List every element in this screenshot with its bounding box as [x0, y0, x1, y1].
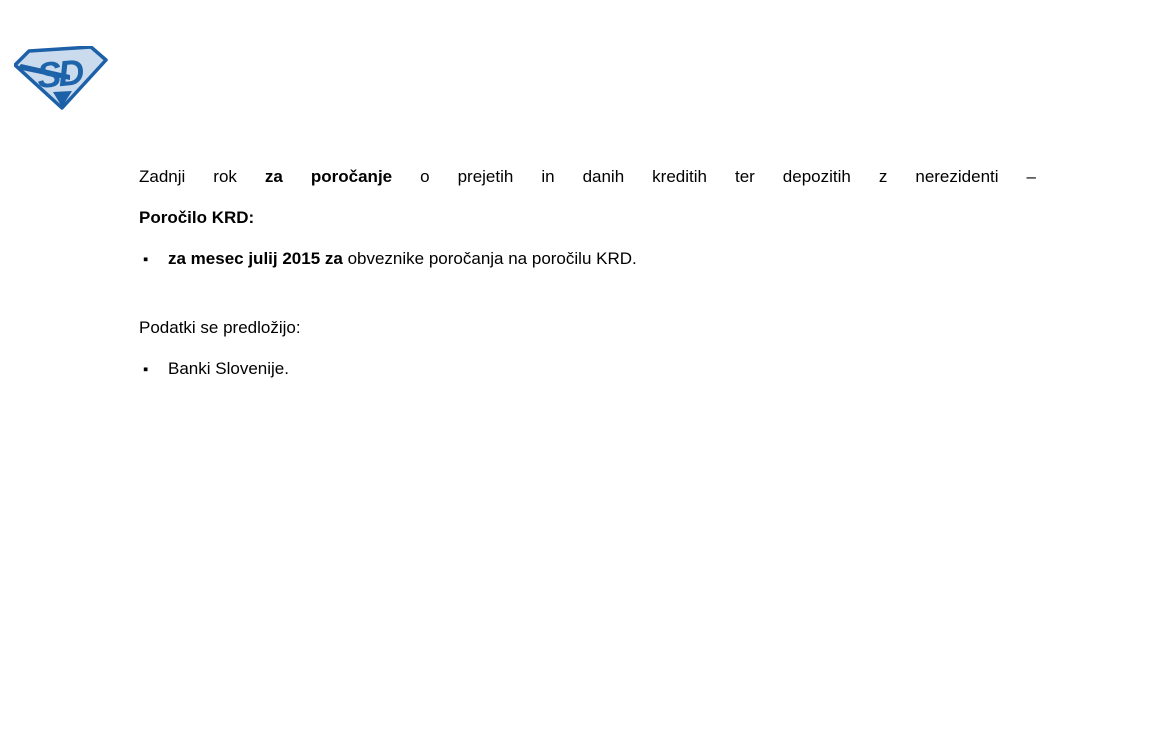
paragraph-podatki: Podatki se predložijo: — [139, 318, 301, 337]
bullet-bank-label: Banki Slovenije. — [168, 359, 289, 378]
bullet-item-bank — [139, 348, 1036, 390]
heading-line-1 — [139, 156, 1036, 197]
content-block — [139, 156, 1036, 390]
heading-bold-porocanje: za poročanje — [264, 167, 393, 186]
bullet-item-deadline — [139, 238, 1036, 280]
bullet-square-icon: ▪ — [143, 361, 149, 378]
bullet-deadline-bold: za mesec julij 2015 za — [168, 249, 343, 268]
sd-logo — [14, 46, 108, 110]
heading-text-start: Zadnji rok — [139, 167, 265, 186]
bullet-bank-text — [168, 348, 1036, 389]
bullet-deadline-normal: obveznike poročanja na poročilu KRD. — [342, 249, 637, 268]
bullet-deadline-text — [168, 238, 1036, 279]
sd-logo-letters: SD — [35, 51, 83, 97]
heading-text-tail: o prejetih in danih kreditih ter depozitih z nerezidenti – — [392, 167, 1036, 186]
bullet-square-icon: ▪ — [143, 251, 149, 268]
sd-shield-icon — [14, 46, 108, 110]
heading-line-2: Poročilo KRD: — [139, 208, 255, 227]
